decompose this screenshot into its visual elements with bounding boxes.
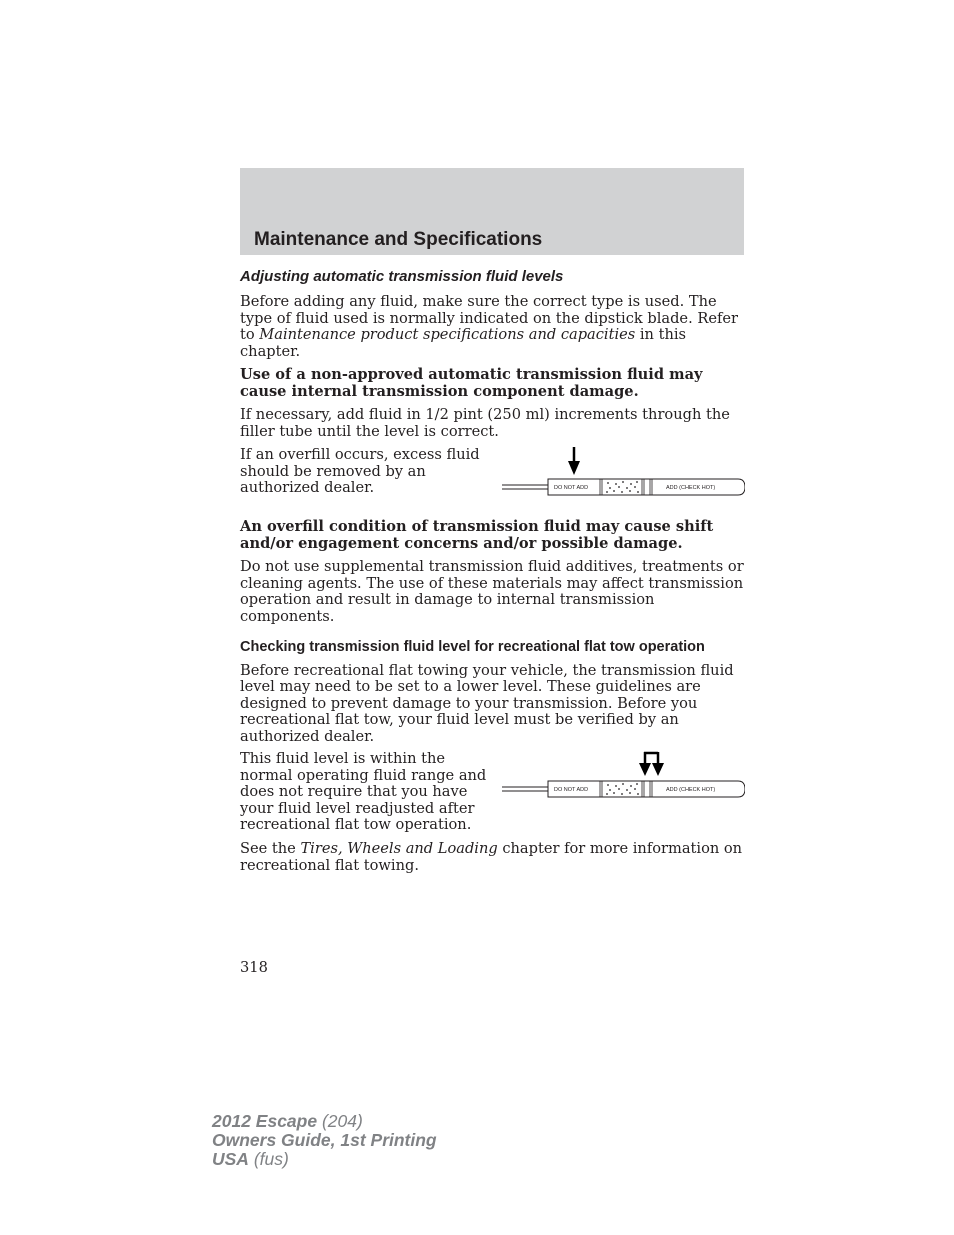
paragraph-overfill: If an overfill occurs, excess fluid should be removed by an authorized dealer. (240, 446, 480, 496)
paragraph-fluid-type-tail: in this chapter. (240, 326, 687, 360)
paragraph-normal-range: This fluid level is within the normal operating fluid range and does not require that you have your fluid level readjusted after recreational flat tow operation. (240, 750, 487, 833)
footer-model: 2012 Escape (212, 1111, 318, 1131)
page-content (240, 268, 745, 881)
document-footer (212, 1112, 437, 1169)
dipstick-blade (502, 479, 745, 495)
footer-line-printing: Owners Guide, 1st Printing (212, 1130, 437, 1150)
footer-market-code: (fus) (248, 1149, 289, 1169)
normal-range-text-block (240, 751, 502, 834)
paragraph-add-fluid: If necessary, add fluid in 1/2 pint (250 ml) increments through the filler tube until the level is correct. (240, 406, 730, 440)
footer-market: USA (212, 1149, 249, 1169)
section-heading-flat-tow: Checking transmission fluid level for recreational flat tow operation (240, 639, 705, 655)
dipstick-illustration-1 (502, 447, 745, 509)
section-heading-adjusting: Adjusting automatic transmission fluid levels (240, 268, 564, 285)
paragraph-fluid-type-text: Before adding any fluid, make sure the correct type is used. The type of fluid used is normally indicated on the dipstick blade. Refer to (240, 293, 738, 343)
level-arrow-range (639, 752, 664, 776)
chapter-title: Maintenance and Specifications (254, 229, 543, 250)
dipstick-blade (502, 781, 745, 797)
paragraph-no-additives: Do not use supplemental transmission fluid additives, treatments or cleaning agents. The use of these materials may affect transmission operation and result in damage to internal transmission components. (240, 558, 744, 625)
footer-model-code: (204) (317, 1111, 363, 1131)
footer-line-market (212, 1150, 437, 1169)
label-do-not-add: DO NOT ADD (554, 787, 589, 793)
dipstick-figure-2 (502, 751, 745, 817)
paragraph-fluid-type (240, 294, 745, 360)
section-header-band (240, 168, 744, 255)
label-add-check-hot: ADD (CHECK HOT) (666, 787, 716, 793)
overfill-text-block (240, 447, 502, 497)
dipstick-figure-1 (502, 447, 745, 513)
paragraph-flat-tow-intro: Before recreational flat towing your vehicle, the transmission fluid level may need to be set to a lower level. These guidelines are designed to prevent damage to your transmission. Before you recreational flat tow, your fluid level must be verified by an authorized dealer. (240, 661, 734, 745)
footer-line-model (212, 1112, 437, 1131)
page-number: 318 (240, 959, 268, 976)
cross-reference-maintenance-specs: Maintenance product specifications and capacities (259, 326, 636, 343)
paragraph-see-tail: chapter for more information on recreational flat towing. (240, 840, 743, 874)
warning-overfill: An overfill condition of transmission fluid may cause shift and/or engagement concerns and/or possible damage. (240, 518, 714, 552)
cross-reference-tires-chapter: Tires, Wheels and Loading (300, 840, 498, 857)
normal-range-row (240, 751, 745, 833)
dipstick-illustration-2 (502, 751, 745, 813)
label-add-check-hot: ADD (CHECK HOT) (666, 485, 716, 491)
label-do-not-add: DO NOT ADD (554, 485, 589, 491)
level-arrow-single (568, 447, 580, 475)
warning-non-approved-fluid: Use of a non-approved automatic transmission fluid may cause internal transmission component damage. (240, 366, 703, 400)
overfill-row (240, 447, 745, 509)
paragraph-see-tires-chapter (240, 841, 745, 874)
paragraph-see-text: See the (240, 840, 301, 857)
